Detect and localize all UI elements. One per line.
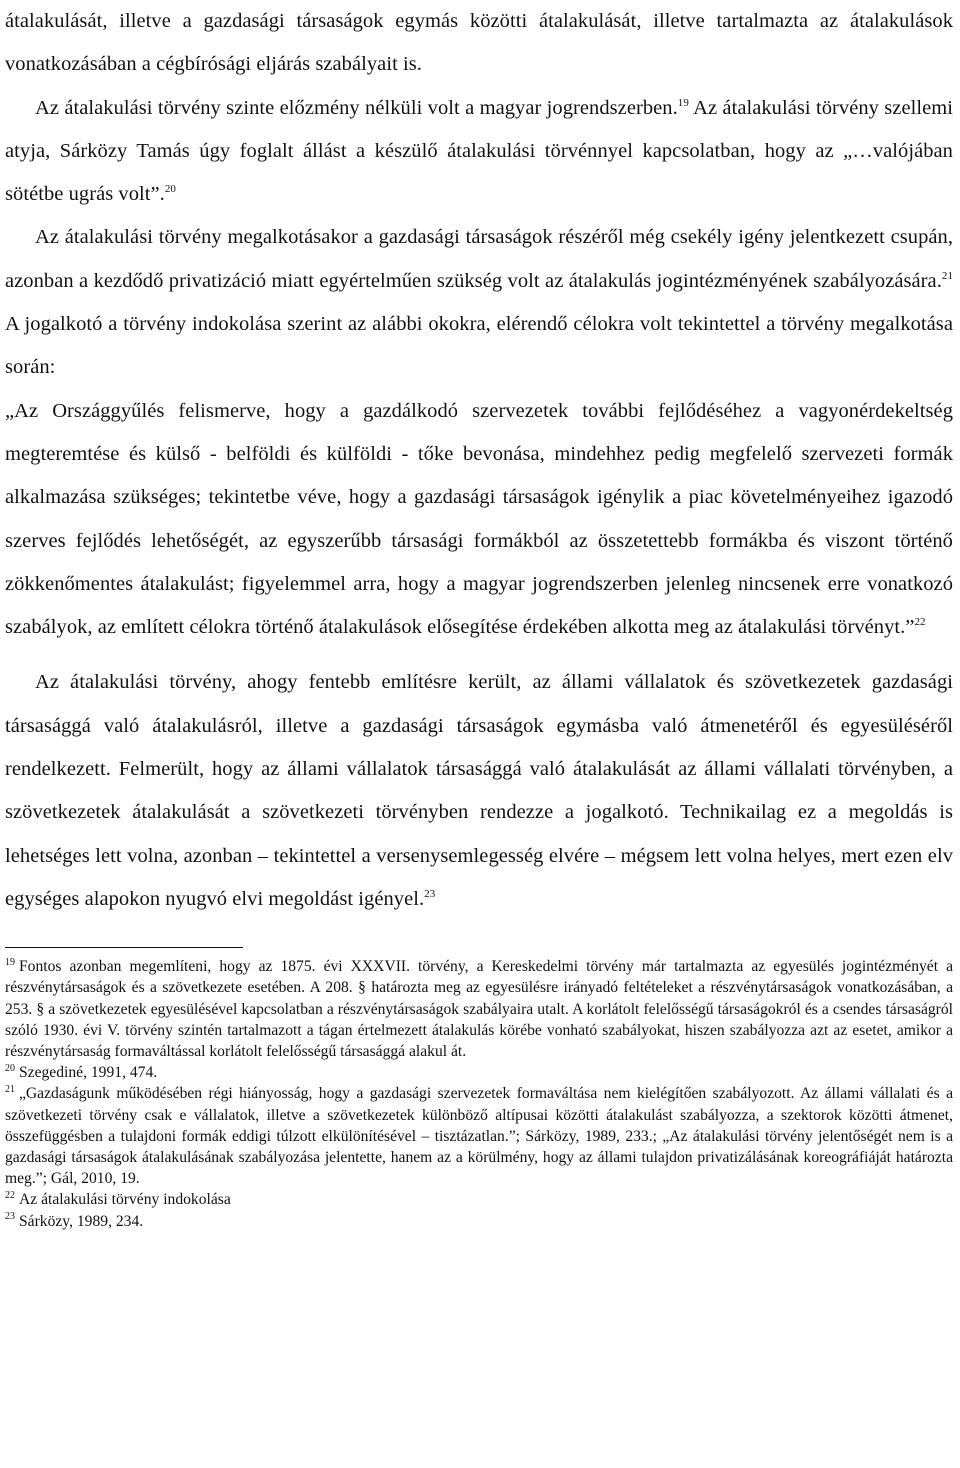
paragraph-scope xyxy=(5,661,953,921)
footnote-number: 19 xyxy=(5,957,15,969)
footnote-22 xyxy=(5,1189,953,1210)
paragraph-precedent xyxy=(5,87,953,217)
footnote-separator xyxy=(5,947,243,948)
paragraph-continuation: átalakulását, illetve a gazdasági társaságok egymás közötti átalakulását, illetve tartalmazta az átalakulások vonatkozásában a cégbírósági eljárás szabályait is. xyxy=(5,10,953,76)
main-text xyxy=(5,0,953,921)
footnotes xyxy=(5,956,953,1232)
footnote-number: 23 xyxy=(5,1211,15,1223)
footnote-text: Fontos azonban megemlíteni, hogy az 1875. évi XXXVII. törvény, a Kereskedelmi törvény már tartalmazta az egyesülés jogintézményét a részvénytársaságok és a szövetkezete esetében. A 208. § határozta meg az egyesülésre irányadó feltételeket a részvénytársaságok vonatkozásában, a 253. § a szövetkezetek egyesülésével kapcsolatban a részvénytársaságok szabályaira utalt. A korlátolt felelősségű társaságokról és a csendes társaságról szóló 1930. évi V. törvény szintén tartalmazott a tágan értelmezett átalakulás körébe vonható szabályokat, hiszen szabályozza azt az esetet, amikor a részvénytársaság formaváltással korlátolt felelősségű társasággá alakul át. xyxy=(5,958,953,1061)
footnote-text: Az átalakulási törvény indokolása xyxy=(19,1191,231,1209)
footnote-ref-19[interactable]: 19 xyxy=(677,96,689,109)
footnote-number: 21 xyxy=(5,1084,15,1096)
footnote-ref-23[interactable]: 23 xyxy=(424,888,436,901)
paragraph-text: Az átalakulási törvény, ahogy fentebb említésre került, az állami vállalatok és szövetkezetek gazdasági társasággá való átalakulásról, illetve a gazdasági társaságok egymásba való átmenetéről és egyesüléséről rendelkezett. Felmerült, hogy az állami vállalatok társasággá való átalakulását az állami vállalati törvényben, a szövetkezetek átalakulását a szövetkezeti törvényben rendezze a jogalkotó. Technikailag ez a megoldás is lehetséges lett volna, azonban – tekintettel a versenysemlegesség elvére – mégsem lett volna helyes, mert ezen elv egységes alapokon nyugvó elvi megoldást igényel. xyxy=(5,671,953,910)
footnote-number: 20 xyxy=(5,1063,15,1075)
quote-text: „Az Országgyűlés felismerve, hogy a gazdálkodó szervezetek további fejlődéséhez a vagyonérdekeltség megteremtése és külső - belföldi és külföldi - tőke bevonása, mindehhez pedig megfelelő szervezeti formák alkalmazása szükséges; tekintetbe véve, hogy a gazdasági társaságok igénylik a piac követelményeihez igazodó szerves fejlődés lehetőségét, az egyszerűbb társasági formákból az összetettebb formákba és viszont történő zökkenőmentes átalakulást; figyelemmel arra, hogy a magyar jogrendszerben jelenleg nincsenek erre vonatkozó szabályok, az említett célokra történő átalakulások elősegítése érdekében alkotta meg az átalakulási törvényt.” xyxy=(5,399,953,639)
footnote-text: Szegediné, 1991, 474. xyxy=(19,1064,158,1082)
footnote-20 xyxy=(5,1062,953,1083)
paragraph-quote xyxy=(5,390,953,650)
paragraph-enactment xyxy=(5,216,953,389)
paragraph-text: Az átalakulási törvény megalkotásakor a gazdasági társaságok részéről még csekély igény jelentkezett csupán, azonban a kezdődő privatizáció miatt egyértelműen szükség volt az átalakulás jogintézményének szabályozására. xyxy=(5,226,953,292)
footnote-ref-22[interactable]: 22 xyxy=(914,616,926,629)
paragraph-text: Az átalakulási törvény szellemi atyja, Sárközy Tamás úgy foglalt állást a készülő átalakulási törvénnyel kapcsolatban, hogy az „…valójában sötétbe ugrás volt”. xyxy=(5,96,953,206)
footnote-number: 22 xyxy=(5,1190,15,1202)
footnote-23 xyxy=(5,1211,953,1232)
footnote-21 xyxy=(5,1083,953,1189)
paragraph-text: A jogalkotó a törvény indokolása szerint az alábbi okokra, elérendő célokra volt tekintettel a törvény megalkotása során: xyxy=(5,313,953,379)
paragraph-text: Az átalakulási törvény szinte előzmény nélküli volt a magyar jogrendszerben. xyxy=(35,96,678,119)
footnote-19 xyxy=(5,956,953,1062)
footnote-ref-21[interactable]: 21 xyxy=(941,269,953,282)
footnote-text: Sárközy, 1989, 234. xyxy=(19,1212,144,1230)
footnote-text: „Gazdaságunk működésében régi hiányosság, hogy a gazdasági szervezetek formaváltása nem kielégítően szabályozott. Az állami vállalati és a szövetkezeti törvény csak e vállalatok, illetve a szövetkezetek különböző altípusai közötti átalakulást szabályozza, a szektorok közötti átmenet, összefüggésben a tulajdoni formák eddigi túlzott elkülönítésével – tisztázatlan.”; Sárközy, 1989, 233.; „Az átalakulási törvény jelentőségét nem is a gazdasági társaságok átalakulásának szabályozása jelentette, hanem az a körülmény, hogy az állami tulajdon privatizálásának koreográfiáját határozta meg.”; Gál, 2010, 19. xyxy=(5,1085,953,1188)
paragraph-gap xyxy=(5,649,953,661)
footnote-ref-20[interactable]: 20 xyxy=(164,183,176,196)
